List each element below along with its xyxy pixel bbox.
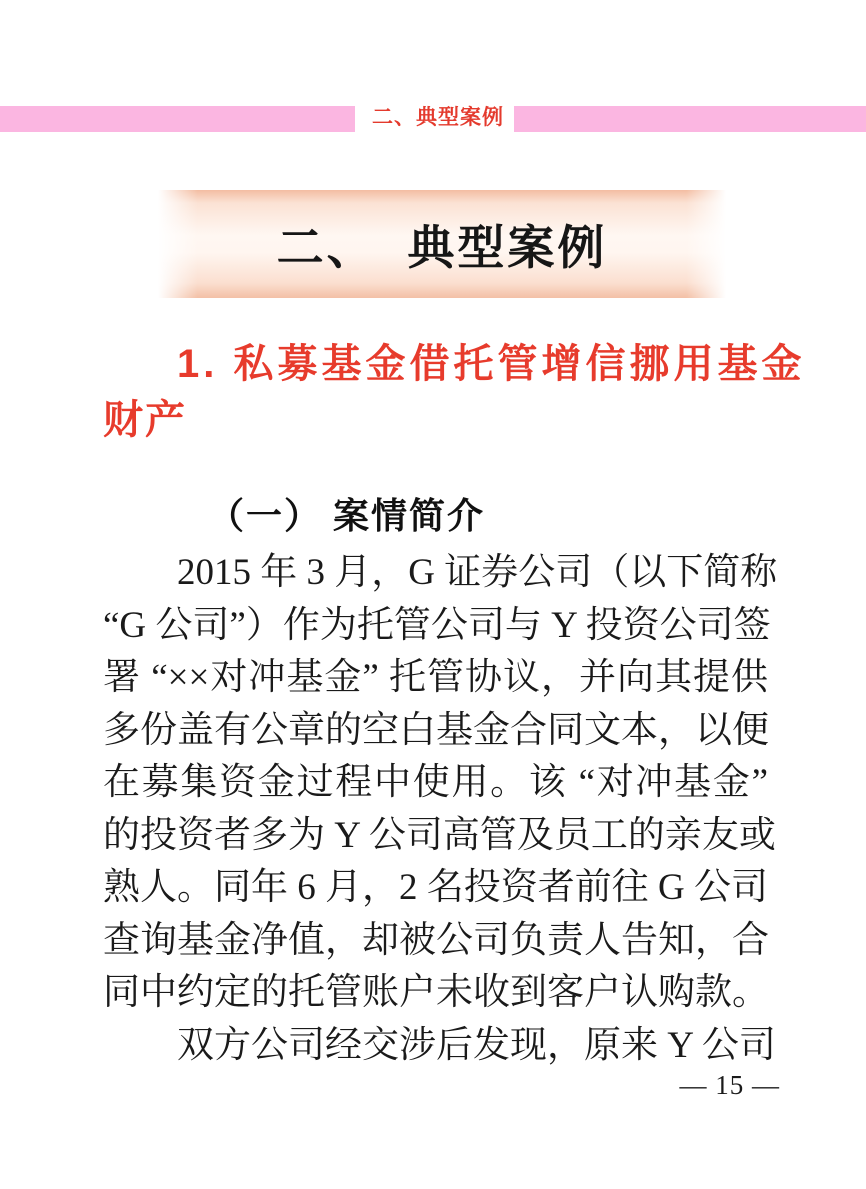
header-band-left [0, 106, 355, 132]
body-text-line: 多份盖有公章的空白基金合同文本，以便 [103, 709, 769, 751]
section-heading: （一） 案情简介 [208, 496, 486, 536]
article-heading-line2: 财产 [103, 398, 187, 442]
article-heading-line1: 1. 私募基金借托管增信挪用基金 [177, 342, 806, 386]
body-text-line: 的投资者多为 Y 公司高管及员工的亲友或 [103, 814, 776, 856]
header-band-right [514, 106, 866, 132]
body-text-line: 同中约定的托管账户未收到客户认购款。 [103, 972, 769, 1013]
body-text-line: 2015 年 3 月，G 证券公司（以下简称 [177, 552, 778, 593]
page-number: — 15 — [679, 1070, 780, 1100]
body-text [103, 547, 778, 1072]
chapter-title: 二、 典型案例 [276, 222, 608, 275]
body-text-line: 在募集资金过程中使用。该 “对冲基金” [103, 762, 768, 803]
body-text-line: “G 公司”）作为托管公司与 Y 投资公司签 [103, 604, 771, 646]
body-text-line: 熟人。同年 6 月，2 名投资者前往 G 公司 [103, 867, 768, 908]
chapter-banner [158, 190, 726, 298]
body-text-line: 查询基金净值，却被公司负责人告知，合 [103, 919, 769, 961]
body-text-line: 署 “××对冲基金” 托管协议，并向其提供 [103, 657, 768, 698]
article-heading [103, 336, 806, 448]
running-header-label: 二、典型案例 [372, 106, 504, 129]
body-text-line: 双方公司经交涉后发现，原来 Y 公司 [177, 1024, 776, 1066]
